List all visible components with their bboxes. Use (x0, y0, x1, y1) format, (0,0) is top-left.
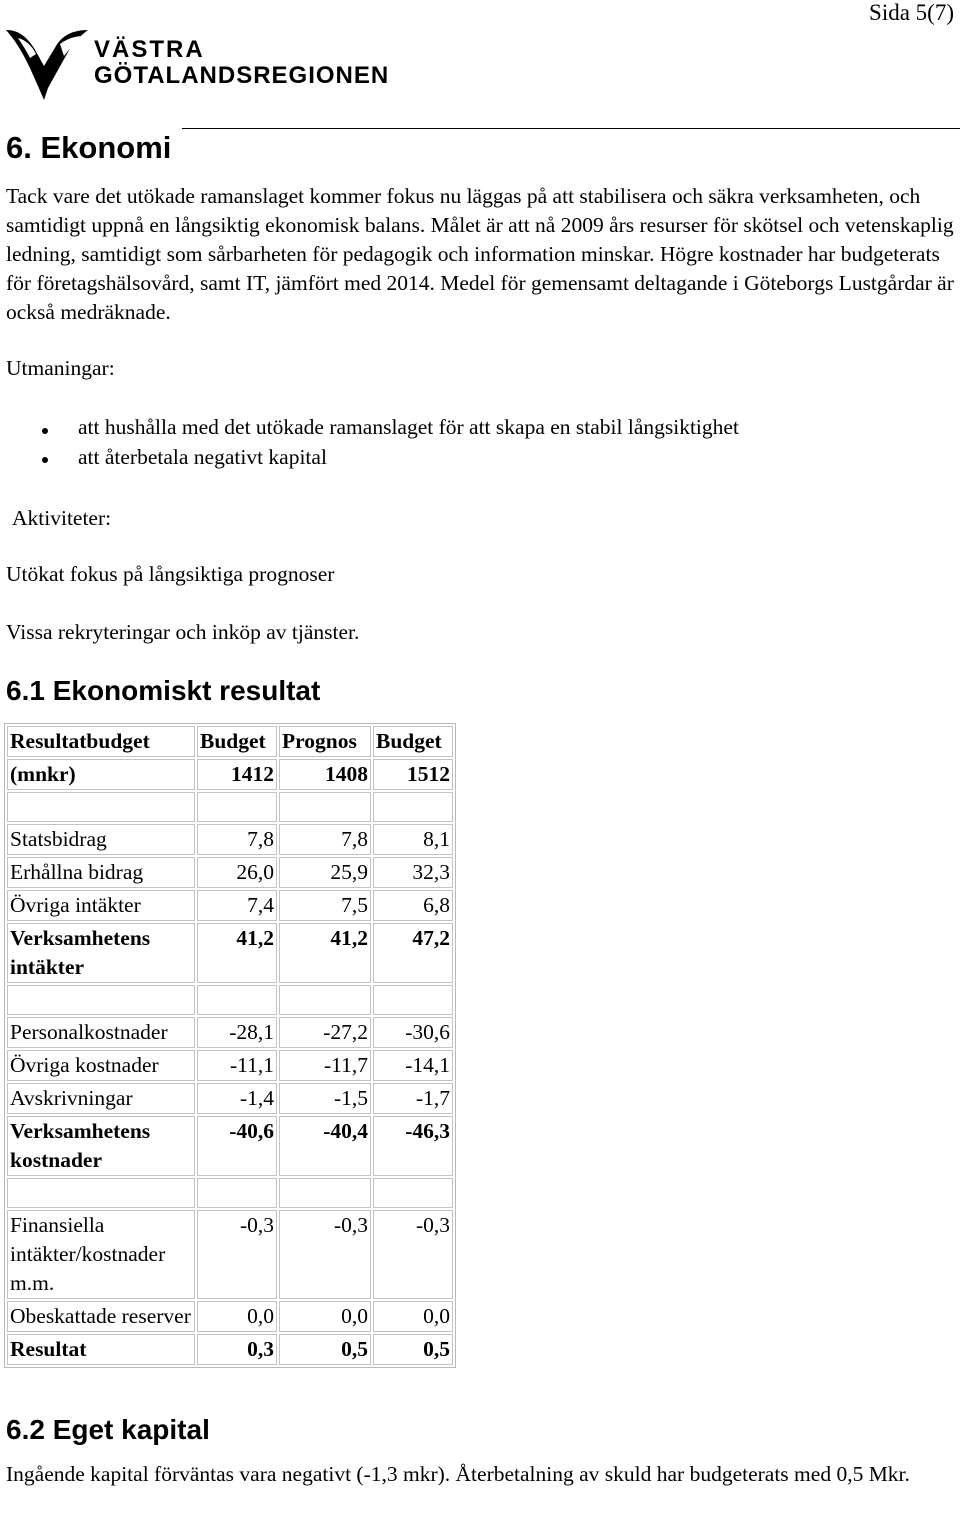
table-row-subtotal (7, 923, 453, 983)
table-header-cell: Resultatbudget (7, 726, 195, 757)
row-value: 7,8 (197, 824, 277, 855)
region-emblem-icon (4, 26, 96, 108)
activity-item: Utökat fokus på långsiktiga prognoser (6, 562, 335, 586)
table-header-cell: (mnkr) (7, 759, 195, 790)
row-label: Obeskattade reserver (7, 1301, 195, 1332)
activity-item: Vissa rekryteringar och inköp av tjänster. (6, 620, 360, 644)
intro-paragraph (6, 182, 956, 327)
row-label: Verksamhetens intäkter (7, 923, 195, 983)
bullet-icon (42, 457, 48, 463)
row-value: 7,5 (279, 890, 371, 921)
row-value: -11,1 (197, 1050, 277, 1081)
table-header-cell: Prognos (279, 726, 371, 757)
table-spacer-row (7, 1178, 453, 1208)
row-value: -30,6 (373, 1017, 453, 1048)
row-value: -1,7 (373, 1083, 453, 1114)
row-value: 0,3 (197, 1334, 277, 1365)
header-rule (182, 128, 960, 129)
row-label: Erhållna bidrag (7, 857, 195, 888)
row-label: Resultat (7, 1334, 195, 1365)
table-header-cell: Budget (373, 726, 453, 757)
row-value: 26,0 (197, 857, 277, 888)
row-value: 0,0 (197, 1301, 277, 1332)
row-label: Statsbidrag (7, 824, 195, 855)
logo-text-line1: VÄSTRA (94, 36, 205, 63)
table-row (7, 1050, 453, 1081)
row-label: Avskrivningar (7, 1083, 195, 1114)
row-value: 6,8 (373, 890, 453, 921)
row-label: Övriga kostnader (7, 1050, 195, 1081)
table-row (7, 857, 453, 888)
row-value: -0,3 (197, 1210, 277, 1299)
table-row (7, 1210, 453, 1299)
row-value: -0,3 (373, 1210, 453, 1299)
row-label: Verksamhetens kostnader (7, 1116, 195, 1176)
table-row (7, 1017, 453, 1048)
row-value: -11,7 (279, 1050, 371, 1081)
table-row-subtotal (7, 1116, 453, 1176)
row-value: 7,8 (279, 824, 371, 855)
row-value: -0,3 (279, 1210, 371, 1299)
row-value: 0,5 (279, 1334, 371, 1365)
table-row (7, 1083, 453, 1114)
row-value: -27,2 (279, 1017, 371, 1048)
challenge-item: att hushålla med det utökade ramanslaget för att skapa en stabil långsiktighet (78, 415, 739, 439)
activities-label: Aktiviteter: (12, 506, 112, 530)
table-header-cell: Budget (197, 726, 277, 757)
table-row-total (7, 1334, 453, 1365)
table-row (7, 1301, 453, 1332)
row-value: 25,9 (279, 857, 371, 888)
row-value: 47,2 (373, 923, 453, 983)
vastra-gotalandsregionen-logo (4, 26, 390, 108)
row-value: 32,3 (373, 857, 453, 888)
bullet-icon (42, 428, 48, 434)
section-heading: 6. Ekonomi (6, 130, 172, 165)
row-value: -28,1 (197, 1017, 277, 1048)
table-header-cell: 1512 (373, 759, 453, 790)
logo-text-line2: GÖTALANDSREGIONEN (94, 62, 390, 89)
row-value: -1,4 (197, 1083, 277, 1114)
row-value: 41,2 (279, 923, 371, 983)
table-spacer-row (7, 985, 453, 1015)
row-value: -40,6 (197, 1116, 277, 1176)
row-value: 0,5 (373, 1334, 453, 1365)
row-value: -40,4 (279, 1116, 371, 1176)
subsection-heading-equity: 6.2 Eget kapital (6, 1414, 210, 1445)
table-header-cell: 1412 (197, 759, 277, 790)
challenge-item: att återbetala negativt kapital (78, 445, 327, 469)
table-header-row (7, 759, 453, 790)
table-header-cell: 1408 (279, 759, 371, 790)
subsection-heading-result: 6.1 Ekonomiskt resultat (6, 675, 321, 706)
row-value: 0,0 (373, 1301, 453, 1332)
table-row (7, 890, 453, 921)
equity-paragraph: Ingående kapital förväntas vara negativt (-1,3 mkr). Återbetalning av skuld har budgeterats med 0,5 Mkr. (6, 1462, 910, 1486)
challenges-label: Utmaningar: (6, 356, 115, 380)
row-value: -14,1 (373, 1050, 453, 1081)
row-label: Övriga intäkter (7, 890, 195, 921)
row-value: 7,4 (197, 890, 277, 921)
row-value: 41,2 (197, 923, 277, 983)
row-label: Finansiella intäkter/kostnader m.m. (7, 1210, 195, 1299)
table-row (7, 824, 453, 855)
result-budget-table (4, 723, 456, 1368)
row-value: 8,1 (373, 824, 453, 855)
row-value: 0,0 (279, 1301, 371, 1332)
row-value: -46,3 (373, 1116, 453, 1176)
table-header-row (7, 726, 453, 757)
page-number: Sida 5(7) (869, 0, 954, 25)
table-spacer-row (7, 792, 453, 822)
row-value: -1,5 (279, 1083, 371, 1114)
row-label: Personalkostnader (7, 1017, 195, 1048)
intro-text: Tack vare det utökade ramanslaget kommer fokus nu läggas på att stabilisera och säkra verksamheten, och samtidigt uppnå en långsiktig ekonomisk balans. Målet är att nå 2009 års resurser för skötsel och vetenskaplig ledning, samtidigt som sårbarheten för pedagogik och information minskar. Högre kostnader har budgeterats för företagshälsovård, samt IT, jämfört med 2014. Medel för gemensamt deltagande i Göteborgs Lustgårdar är också medräknade. (6, 184, 954, 324)
